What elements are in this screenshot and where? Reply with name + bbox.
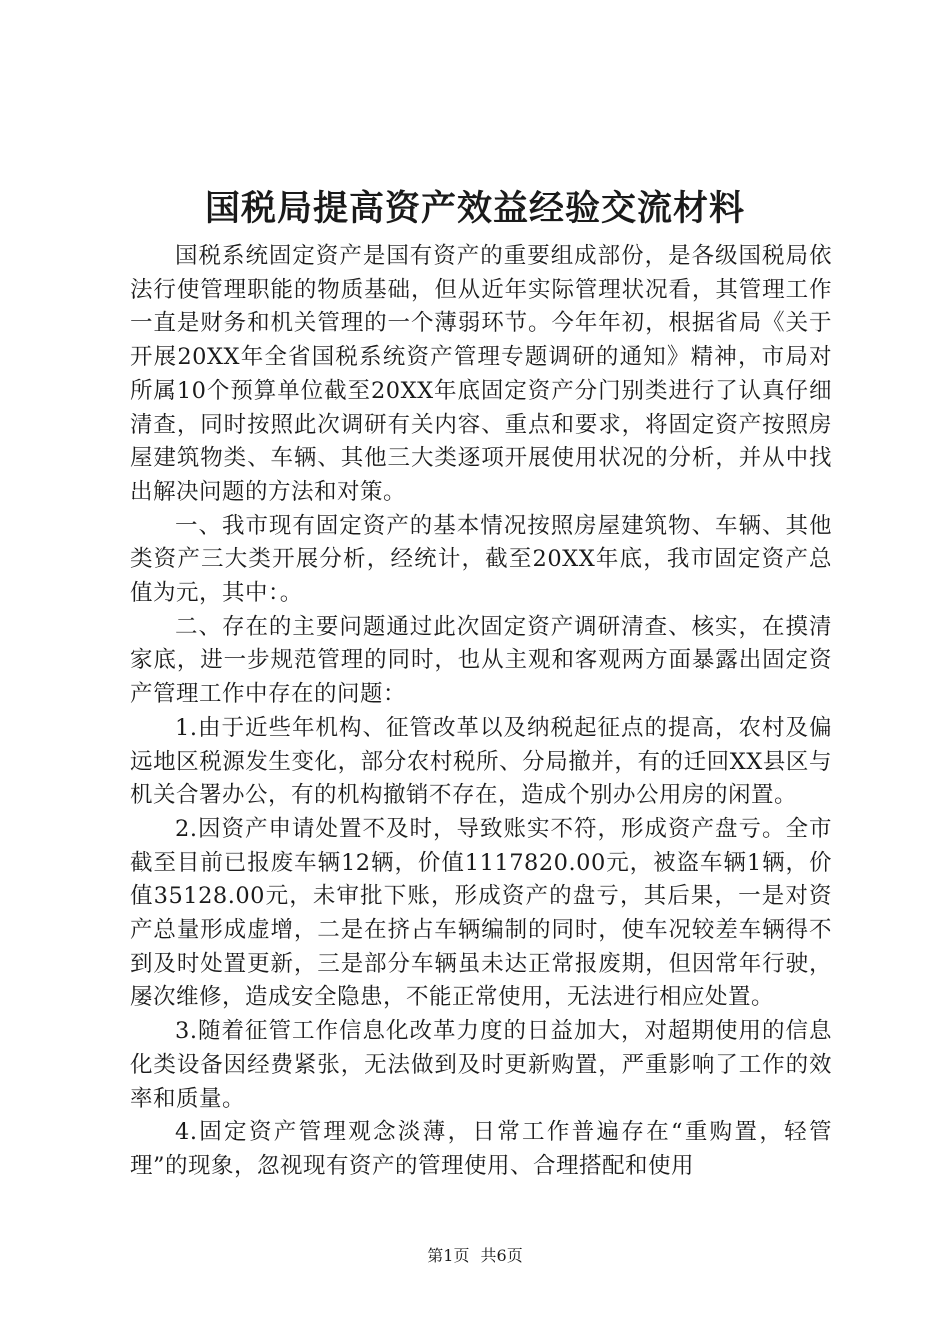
paragraph-item-3: 3.随着征管工作信息化改革力度的日益加大，对超期使用的信息化类设备因经费紧张，无法做到及时更新购置，严重影响了工作的效率和质量。	[130, 1018, 832, 1112]
paragraph-item-1: 1.由于近些年机构、征管改革以及纳税起征点的提高，农村及偏远地区税源发生变化，部分农村税所、分局撤并，有的迁回XX县区与机关合署办公，有的机构撤销不存在，造成个别办公用房的闲置。	[130, 714, 832, 809]
paragraph-section-1: 一、我市现有固定资产的基本情况按照房屋建筑物、车辆、其他类资产三大类开展分析，经统计，截至20XX年底，我市固定资产总值为元，其中：。	[130, 512, 832, 607]
paragraph-item-4: 4.固定资产管理观念淡薄，日常工作普遍存在“重购置，轻管理”的现象，忽视现有资产的管理使用、合理搭配和使用	[130, 1119, 832, 1179]
page-number: 第1页	[427, 1246, 470, 1265]
document-title: 国税局提高资产效益经验交流材料	[204, 188, 745, 229]
paragraph-item-2: 2.因资产申请处置不及时，导致账实不符，形成资产盘亏。全市截至目前已报废车辆12辆，价值1117820.00元，被盗车辆1辆，价值35128.00元，未审批下账，形成资产的盘亏，其后果，一是对资产总量形成虚增，二是在挤占车辆编制的同时，使车况较差车辆得不到及时处置更新，三是部分车辆虽未达正常报废期，但因常年行驶，屡次维修，造成安全隐患，不能正常使用，无法进行相应处置。	[130, 815, 832, 1011]
paragraph-intro: 国税系统固定资产是国有资产的重要组成部份，是各级国税局依法行使管理职能的物质基础，但从近年实际管理状况看，其管理工作一直是财务和机关管理的一个薄弱环节。今年年初，根据省局《关于开展20XX年全省国税系统资产管理专题调研的通知》精神，市局对所属10个预算单位截至20XX年底固定资产分门别类进行了认真仔细清查，同时按照此次调研有关内容、重点和要求，将固定资产按照房屋建筑物类、车辆、其他三大类逐项开展使用状况的分析，并从中找出解决问题的方法和对策。	[130, 243, 832, 505]
page-total: 共6页	[480, 1246, 523, 1265]
page-footer	[0, 1246, 950, 1266]
document-body	[130, 240, 832, 1184]
paragraph-section-2: 二、存在的主要问题通过此次固定资产调研清查、核实，在摸清家底，进一步规范管理的同时，也从主观和客观两方面暴露出固定资产管理工作中存在的问题：	[130, 613, 832, 708]
